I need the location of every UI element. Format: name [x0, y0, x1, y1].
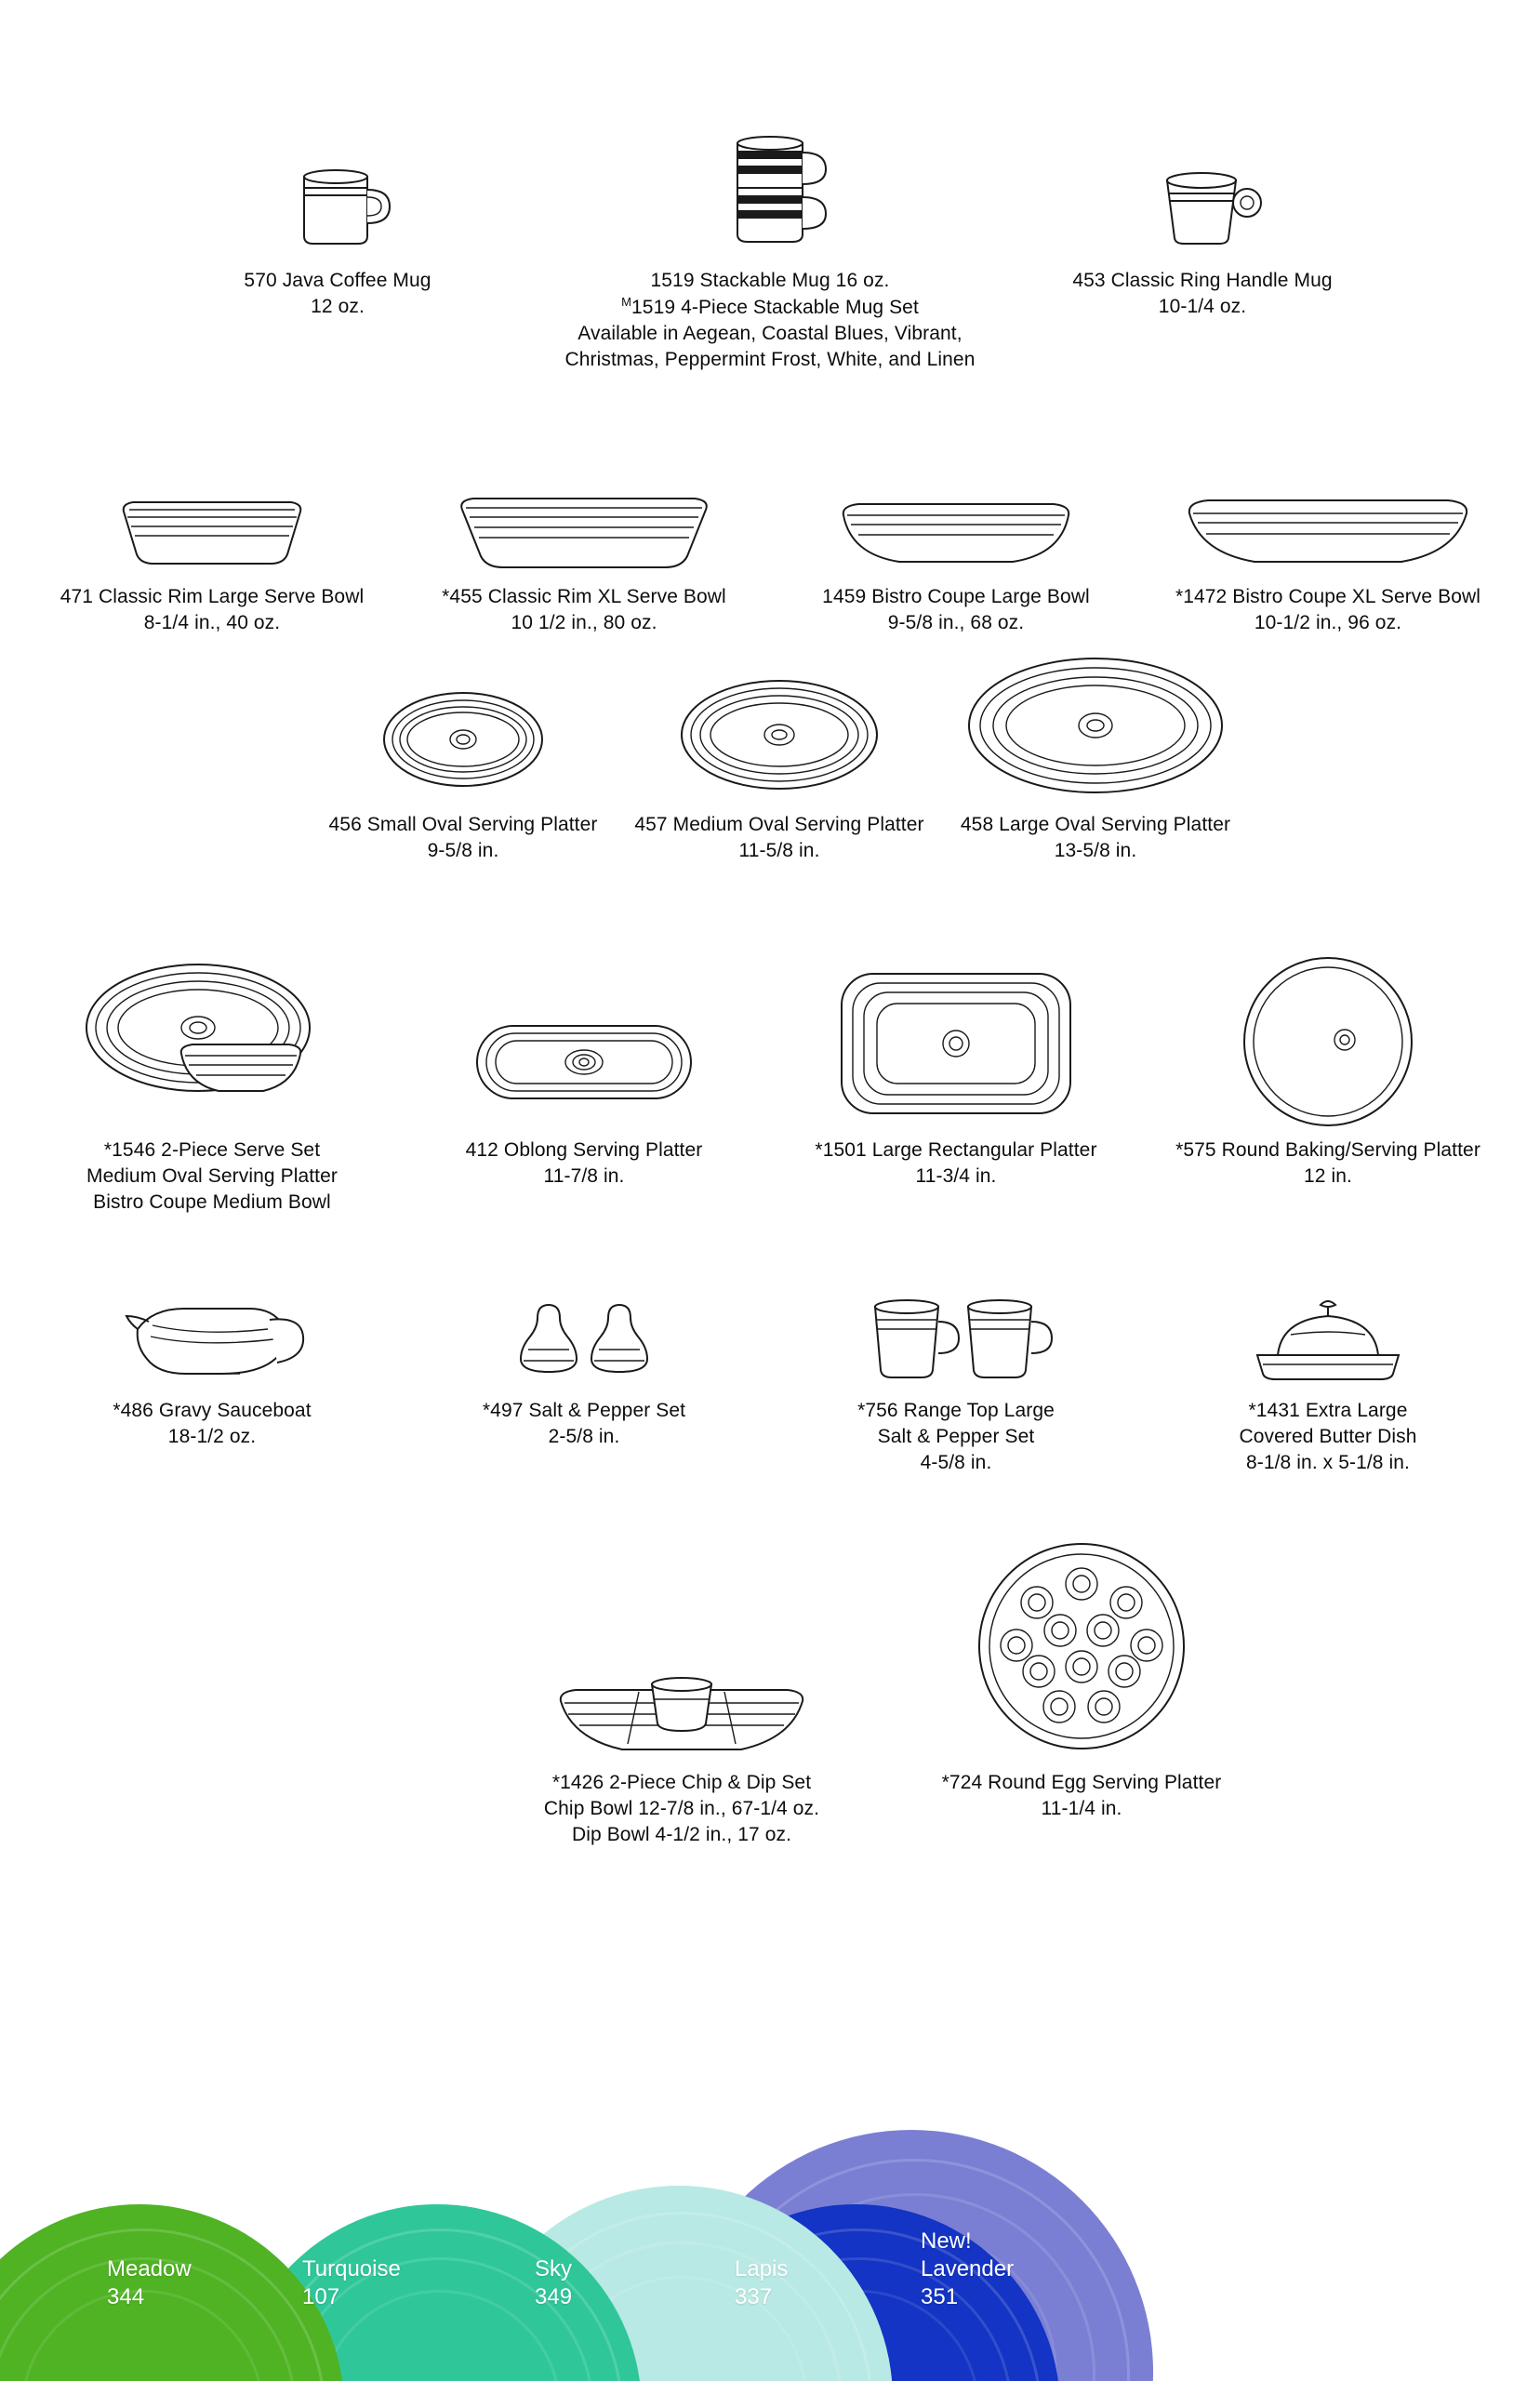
- product-1459-caption: 1459 Bistro Coupe Large Bowl 9-5/8 in., 68 oz.: [822, 586, 1090, 633]
- product-412-caption: 412 Oblong Serving Platter 11-7/8 in.: [465, 1139, 703, 1187]
- large-oval-platter-icon: [961, 665, 1230, 805]
- product-570-caption: 570 Java Coffee Mug 12 oz.: [244, 270, 431, 317]
- two-piece-serve-set-icon: [77, 930, 347, 1130]
- product-497: [398, 1270, 770, 1450]
- small-oval-platter-icon: [375, 665, 551, 805]
- range-top-salt-pepper-icon: [849, 1270, 1063, 1390]
- product-1519: [538, 140, 1002, 373]
- product-row-chipdip-egg: [0, 1525, 1540, 1848]
- round-egg-platter-icon: [970, 1525, 1193, 1762]
- product-471: [26, 474, 398, 636]
- product-1431-caption: *1431 Extra Large Covered Butter Dish 8-1/8 in. x 5-1/8 in.: [1239, 1400, 1417, 1473]
- product-1426-caption: *1426 2-Piece Chip & Dip Set Chip Bowl 12-7/8 in., 67-1/4 oz. Dip Bowl 4-1/2 in., 17 oz.: [543, 1772, 820, 1845]
- oblong-platter-icon: [468, 930, 700, 1130]
- bistro-coupe-large-bowl-icon: [821, 474, 1091, 577]
- bistro-coupe-xl-serve-bowl-icon: [1175, 474, 1481, 577]
- product-471-caption: 471 Classic Rim Large Serve Bowl 8-1/4 in., 40 oz.: [60, 586, 365, 633]
- product-724-caption: *724 Round Egg Serving Platter 11-1/4 in.: [941, 1772, 1222, 1819]
- product-1546: [26, 930, 398, 1216]
- product-497-caption: *497 Salt & Pepper Set 2-5/8 in.: [482, 1400, 686, 1447]
- product-457-caption: 457 Medium Oval Serving Platter 11-5/8 in.: [634, 814, 924, 861]
- stackable-mugs-icon: [686, 140, 854, 260]
- salt-pepper-set-icon: [491, 1270, 677, 1390]
- chip-and-dip-set-icon: [542, 1665, 821, 1762]
- product-1426: [482, 1665, 882, 1848]
- product-row-bowls: [0, 474, 1540, 636]
- product-row-oval-platters: [0, 665, 1540, 864]
- coffee-mug-icon: [272, 140, 403, 260]
- product-724: [882, 1525, 1281, 1822]
- product-row-serve-platters: [0, 930, 1540, 1216]
- product-1431: [1142, 1270, 1514, 1476]
- product-453-caption: 453 Classic Ring Handle Mug 10-1/4 oz.: [1072, 270, 1333, 317]
- ring-handle-mug-icon: [1137, 140, 1268, 260]
- product-1472-caption: *1472 Bistro Coupe XL Serve Bowl 10-1/2 in., 96 oz.: [1175, 586, 1481, 633]
- product-row-mugs: [0, 140, 1540, 373]
- swatch-label-lapis: Lapis 337: [735, 2256, 789, 2309]
- product-756-caption: *756 Range Top Large Salt & Pepper Set 4-5/8 in.: [857, 1400, 1055, 1473]
- swatch-label-meadow: Meadow 344: [107, 2256, 192, 2309]
- product-458: [937, 665, 1254, 864]
- gravy-sauceboat-icon: [110, 1270, 314, 1390]
- product-456-caption: 456 Small Oval Serving Platter 9-5/8 in.: [328, 814, 598, 861]
- product-412: [398, 930, 770, 1190]
- medium-oval-platter-icon: [672, 665, 886, 805]
- swatch-label-lavender: New! Lavender 351: [921, 2228, 1015, 2309]
- color-swatch-band: [0, 1981, 1540, 2381]
- swatch-label-turquoise: Turquoise 107: [302, 2256, 401, 2309]
- product-486: [26, 1270, 398, 1450]
- product-455: [398, 474, 770, 636]
- classic-rim-large-serve-bowl-icon: [105, 474, 319, 577]
- product-575: [1142, 930, 1514, 1190]
- product-456: [305, 665, 621, 864]
- product-458-caption: 458 Large Oval Serving Platter 13-5/8 in.: [960, 814, 1231, 861]
- product-455-caption: *455 Classic Rim XL Serve Bowl 10 1/2 in., 80 oz.: [442, 586, 726, 633]
- product-570: [184, 140, 491, 320]
- large-rectangular-platter-icon: [830, 930, 1082, 1130]
- product-1501: [770, 930, 1142, 1190]
- swatch-label-sky: Sky 349: [535, 2256, 573, 2309]
- product-756: [770, 1270, 1142, 1476]
- product-1472: [1142, 474, 1514, 636]
- classic-rim-xl-serve-bowl-icon: [449, 474, 719, 577]
- covered-butter-dish-icon: [1235, 1270, 1421, 1390]
- product-457: [621, 665, 937, 864]
- product-453: [1049, 140, 1356, 320]
- product-1519-caption: 1519 Stackable Mug 16 oz. $^M$1519 4-Piece Stackable Mug Set Available in Aegean, Coastal Blues, Vibrant, Christmas, Peppermint Frost, White, and Linen: [564, 270, 976, 370]
- product-575-caption: *575 Round Baking/Serving Platter 12 in.: [1175, 1139, 1480, 1187]
- product-1459: [770, 474, 1142, 636]
- product-486-caption: *486 Gravy Sauceboat 18-1/2 oz.: [113, 1400, 312, 1447]
- product-1501-caption: *1501 Large Rectangular Platter 11-3/4 in.: [815, 1139, 1097, 1187]
- round-baking-platter-icon: [1221, 930, 1435, 1130]
- product-row-accessories: [0, 1270, 1540, 1476]
- product-1546-caption: *1546 2-Piece Serve Set Medium Oval Serving Platter Bistro Coupe Medium Bowl: [86, 1139, 338, 1213]
